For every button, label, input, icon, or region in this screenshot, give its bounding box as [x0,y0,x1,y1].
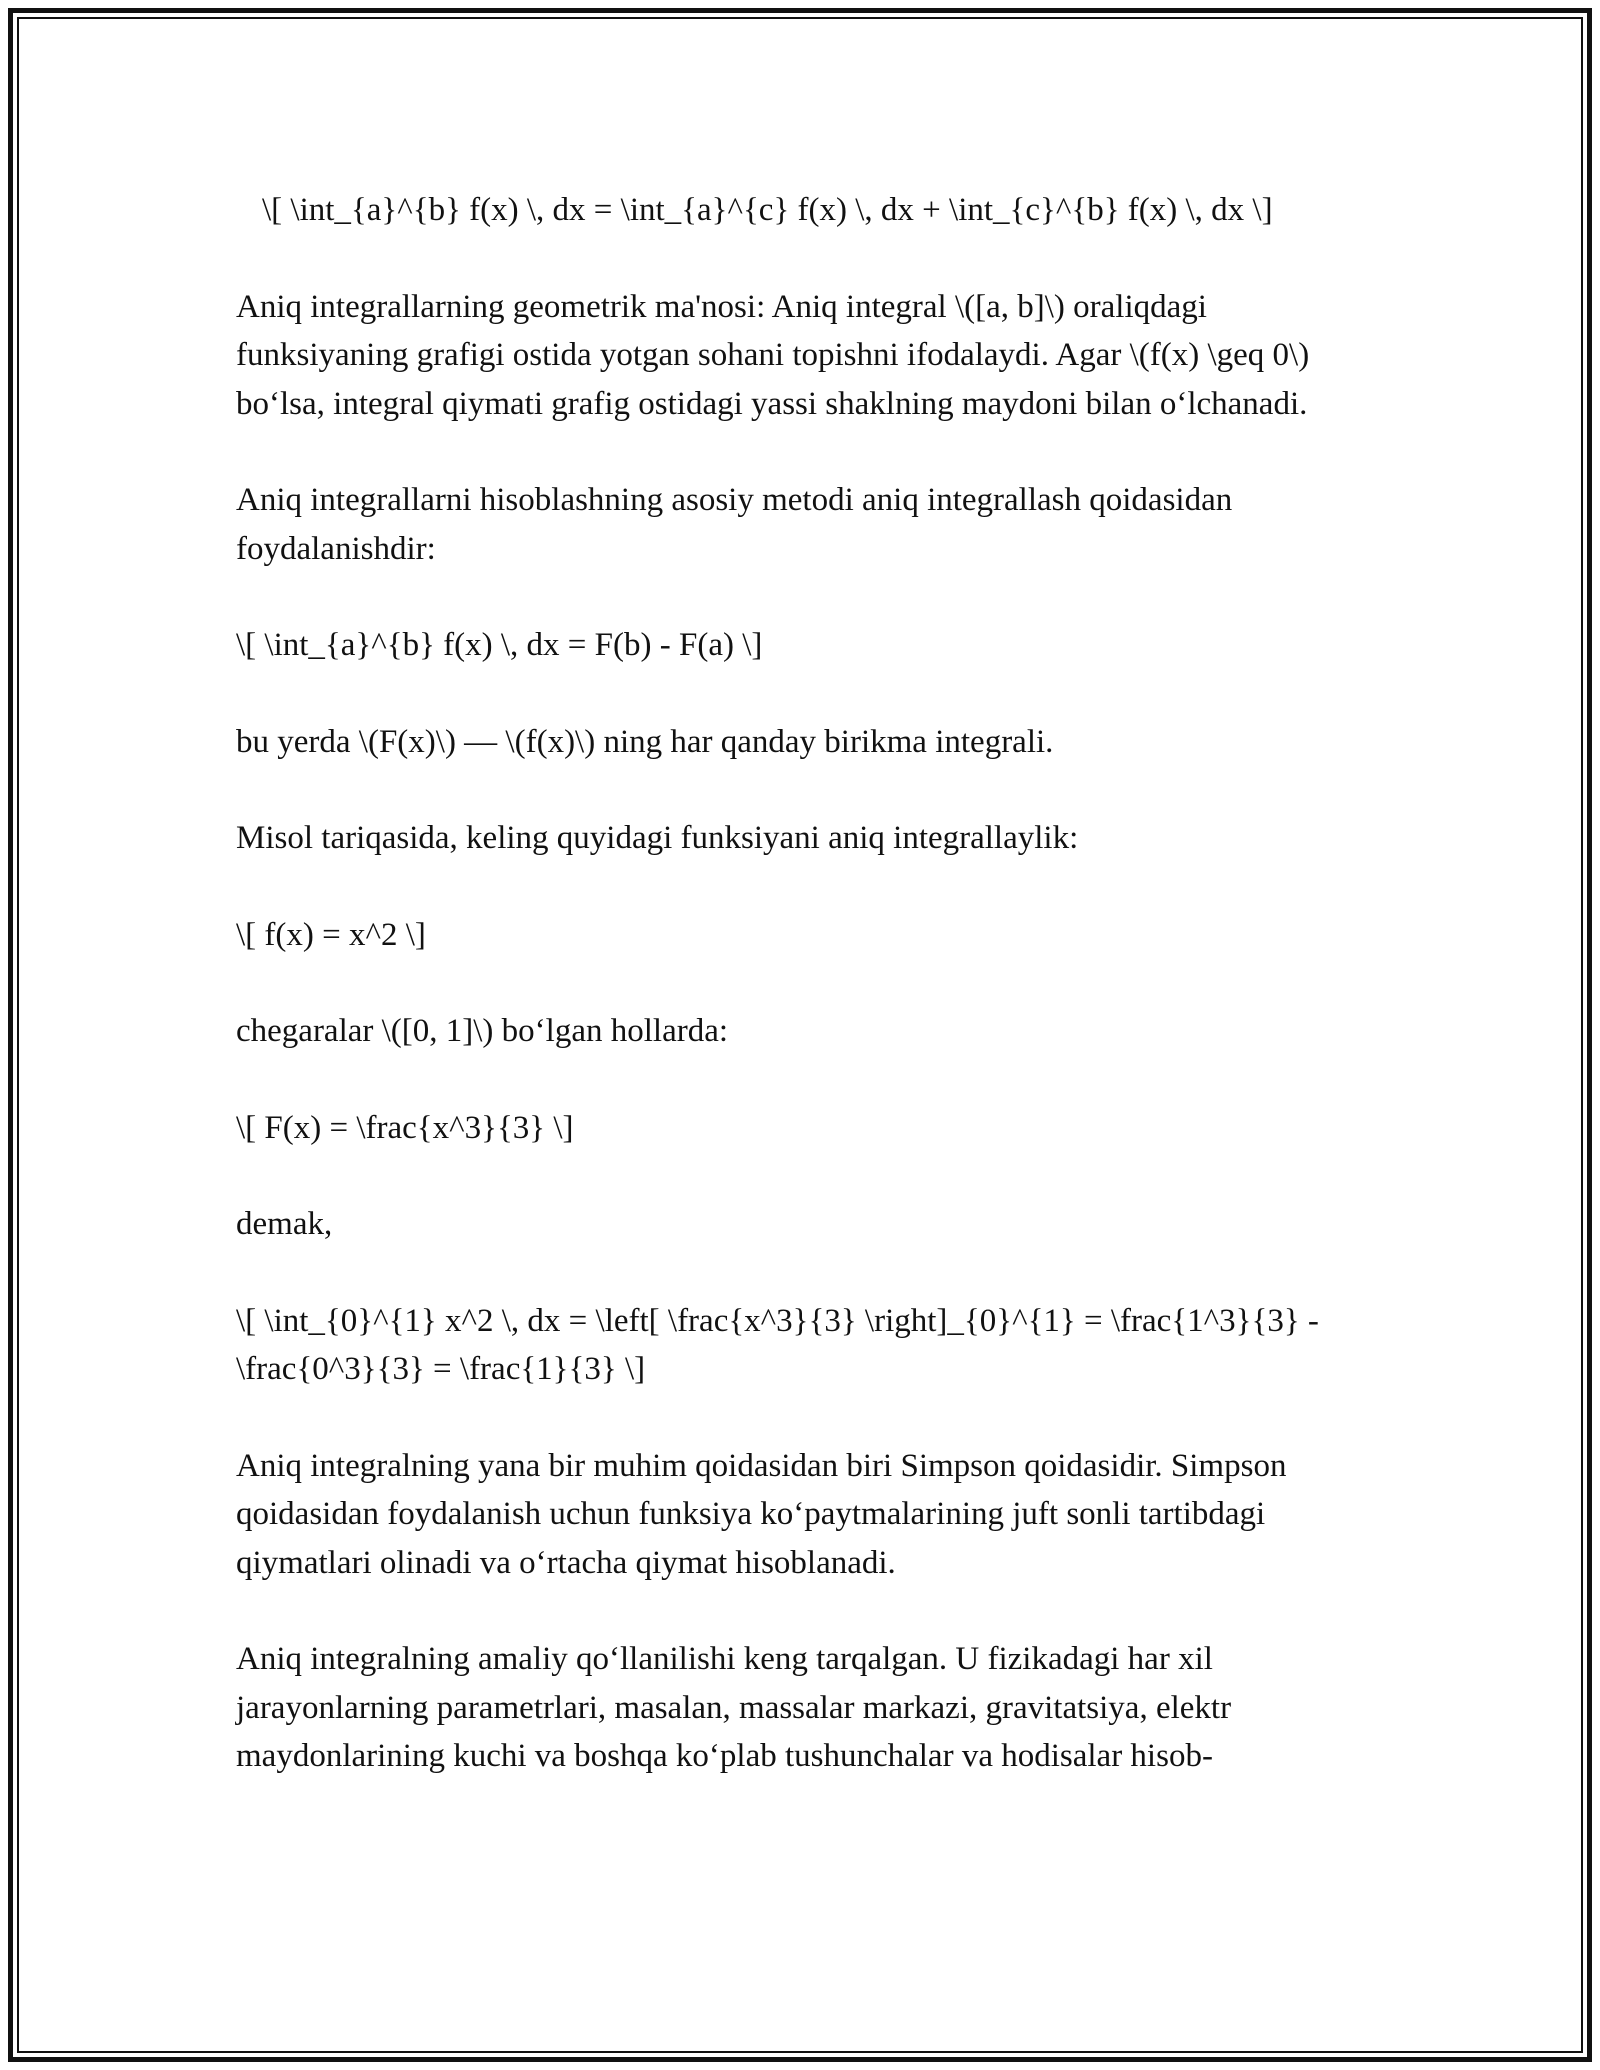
formula-newton-leibniz: \[ \int_{a}^{b} f(x) \, dx = F(b) - F(a) \] [236,627,763,663]
formula-antiderivative: \[ F(x) = \frac{x^3}{3} \] [236,1109,574,1146]
paragraph-antiderivative-note: bu yerda \(F(x)\) — \(f(x)\) ning har qanday birikma integrali. [236,723,1054,760]
paragraph-bounds: chegaralar \([0, 1]\) bo‘lgan hollarda: [236,1013,729,1049]
formula-example-result: \[ \int_{0}^{1} x^2 \, dx = \left[ \frac{x^3}{3} \right]_{0}^{1} = \frac{1^3}{3} - \frac{0^3}{3} = \frac{1}{3} \] [236,1302,1319,1387]
document-body [236,186,1376,1829]
formula-integral-additivity: \[ \int_{a}^{b} f(x) \, dx = \int_{a}^{c} f(x) \, dx + \int_{c}^{b} f(x) \, dx \] [262,192,1273,228]
paragraph-main-method: Aniq integrallarni hisoblashning asosiy metodi aniq integrallash qoidasidan foydalanishdir: [236,482,1233,567]
formula-function-definition: \[ f(x) = x^2 \] [236,916,426,953]
paragraph-applications: Aniq integralning amaliy qo‘llanilishi keng tarqalgan. U fizikadagi har xil jarayonlarning parametrlari, masalan, massalar markazi, gravitatsiya, elektr maydonlarining kuchi va boshqa ko‘plab tushunchalar va hodisalar hisob- [236,1641,1232,1774]
paragraph-simpson-rule: Aniq integralning yana bir muhim qoidasidan biri Simpson qoidasidir. Simpson qoidasidan foydalanish uchun funksiya ko‘paytmalarining juft sonli tartibdagi qiymatlari olinadi va o‘rtacha qiymat hisoblanadi. [236,1447,1287,1581]
paragraph-geometric-meaning: Aniq integrallarning geometrik ma'nosi: Aniq integral \([a, b]\) oraliqdagi funksiyaning grafigi ostida yotgan sohani topishni ifodalaydi. Agar \(f(x) \geq 0\) bo‘lsa, integral qiymati grafig ostidagi yassi shaklning maydoni bilan o‘lchanadi. [236,288,1310,422]
paragraph-therefore: demak, [236,1206,333,1242]
paragraph-example-intro: Misol tariqasida, keling quyidagi funksiyani aniq integrallaylik: [236,820,1079,856]
